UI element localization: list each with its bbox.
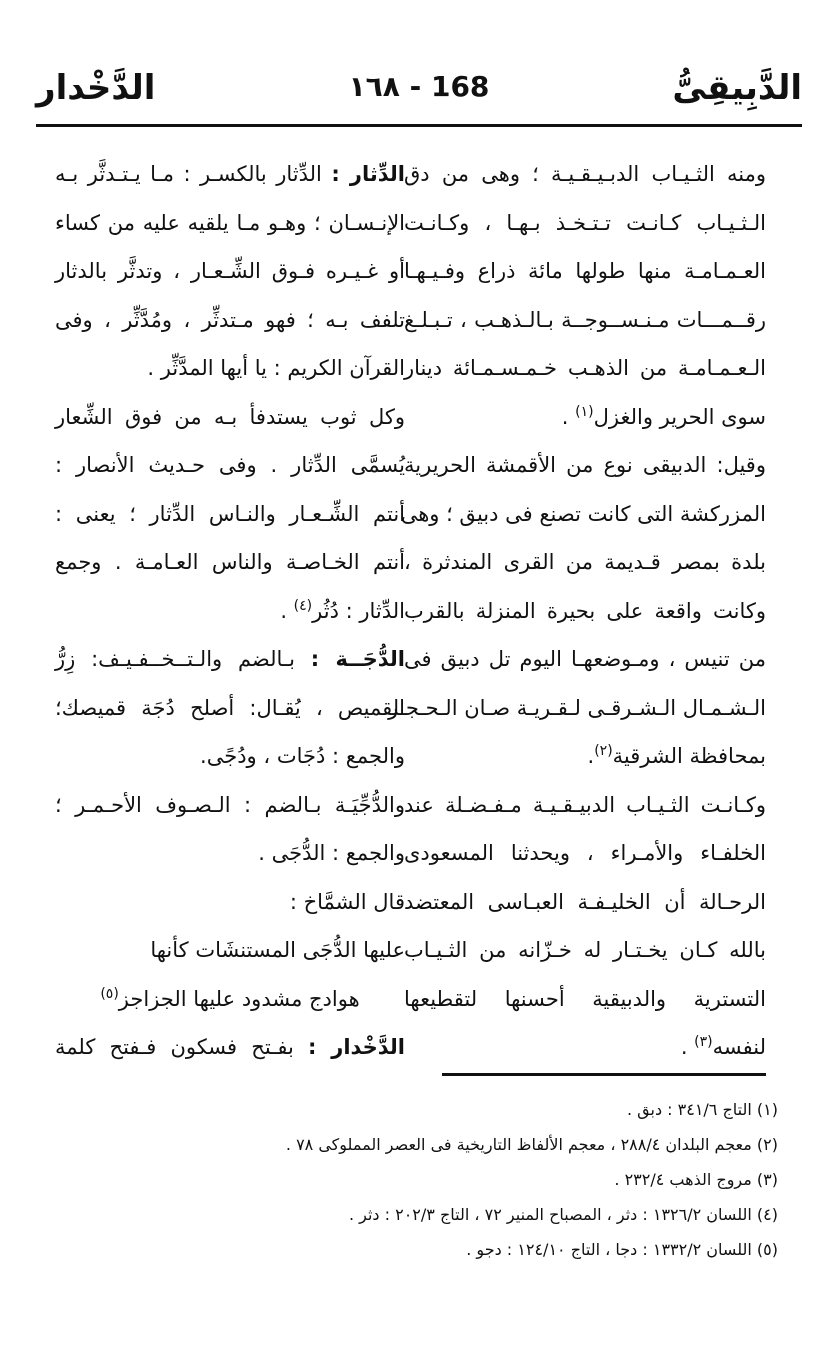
line-text: لنفسه bbox=[712, 1035, 766, 1059]
line-punctuation: . bbox=[561, 404, 576, 429]
line-text: أو غـيـره فـوق الشِّـعـار ، وتدثَّر بالدثار bbox=[55, 259, 405, 283]
text-line bbox=[404, 150, 766, 199]
text-line bbox=[55, 635, 405, 684]
text-line bbox=[55, 150, 405, 199]
footnote: (٤) اللسان ١٣٢٦/٢ : دثر ، المصباح المنير ٧٢ ، التاج ٢٠٢/٣ : دثر . bbox=[348, 1205, 778, 1224]
footnotes-block bbox=[38, 1092, 778, 1267]
line-text: التسترية والدبيقية أحسنها لتقطيعها bbox=[404, 986, 766, 1011]
text-line bbox=[404, 344, 766, 393]
text-line bbox=[404, 781, 766, 830]
line-text: المزركشة التى كانت تصنع فى دبيق ؛ وهى bbox=[400, 501, 766, 526]
line-text: من تنيس ، ومـوضعهـا اليوم تل دبيق فى bbox=[404, 647, 766, 671]
line-text: والجمع : دُجَات ، ودُجًى. bbox=[200, 744, 405, 768]
line-text: بالله كـان يخـتـار له خـزّانه من الثـيـاب bbox=[404, 938, 766, 962]
line-text: العـمـامـة منها طولها مائة ذراع وفـيـهـا bbox=[404, 259, 766, 283]
text-line bbox=[55, 490, 405, 539]
text-line bbox=[404, 538, 766, 587]
text-line bbox=[404, 247, 766, 296]
text-line bbox=[404, 393, 766, 442]
footnote-marker: (٣) bbox=[694, 1034, 713, 1050]
line-text: وقيل: الدبيقى نوع من الأقمشة الحريرية bbox=[404, 453, 766, 477]
page-number: ١٦٨ - 168 bbox=[348, 70, 490, 103]
text-line bbox=[55, 1023, 405, 1072]
page-header bbox=[36, 68, 802, 112]
line-text: والدُّجِّيَـة بـالضم : الـصـوف الأحـمـر ؛ bbox=[55, 792, 405, 817]
left-text-column bbox=[55, 150, 405, 1072]
line-text: القميص ، يُقـال: أصلح دُجَة قميصك؛ bbox=[55, 695, 405, 720]
line-text: الدِّثار بالكسـر : مـا يـتـدثَّر بـه bbox=[55, 162, 332, 186]
line-text: والجمع : الدُّجَى . bbox=[258, 841, 405, 865]
footnote-marker: (٤) bbox=[293, 597, 313, 614]
line-text: وكل ثوب يستدفأ بـه من فوق الشِّعار bbox=[55, 404, 405, 429]
line-text: وكـانـت الثـيـاب الدبيـقـيـة مـفـضـلة عند bbox=[404, 792, 766, 817]
line-text: الرحـالة أن الخليـفـة العبـاسى المعتضد bbox=[404, 889, 766, 914]
footnote-marker: (٢) bbox=[594, 743, 613, 759]
text-line bbox=[55, 684, 405, 733]
entry-term: الدِّثار : bbox=[331, 162, 405, 186]
line-text: رقــمـــات مـنـســوجــة بـالـذهـب ، تـبـلـغ bbox=[404, 307, 766, 332]
line-text: بـالضم والـتــخــفـيـف: زِرُّ bbox=[55, 647, 311, 671]
header-rule bbox=[36, 124, 802, 127]
entry-term: الدُّجَــة : bbox=[310, 647, 405, 671]
entry-term: الدَّخْدار : bbox=[308, 1035, 405, 1059]
text-line bbox=[55, 587, 405, 636]
line-text: أنتم الخـاصـة والناس العـامـة . وجمع bbox=[55, 550, 405, 574]
text-line bbox=[404, 1023, 766, 1072]
line-text: يُسمَّى الدِّثار . وفى حـديث الأنصار : bbox=[55, 453, 405, 477]
running-head-right: الدَّبِيقِىُّ bbox=[672, 68, 802, 108]
text-line bbox=[404, 635, 766, 684]
line-text: الـعـمـامـة من الذهـب خـمـسـمـائة دينار bbox=[404, 356, 766, 380]
text-line bbox=[55, 975, 405, 1024]
line-text: بلدة بمصر قـديمة من القرى المندثرة ، bbox=[404, 550, 766, 574]
right-text-column bbox=[388, 150, 766, 1072]
line-text: القرآن الكريم : يا أيها المدَّثِّر . bbox=[147, 356, 405, 380]
text-line bbox=[404, 441, 766, 490]
text-line bbox=[55, 926, 405, 975]
text-line bbox=[55, 247, 405, 296]
text-line bbox=[55, 732, 405, 781]
line-text: تلفف بـه ؛ فهو مـتدثِّر ، ومُدَّثِّر ، وفى bbox=[55, 307, 405, 332]
text-line bbox=[404, 878, 766, 927]
footnote-marker: (١) bbox=[575, 403, 594, 420]
text-line bbox=[55, 344, 405, 393]
text-line bbox=[404, 732, 766, 781]
text-line bbox=[55, 441, 405, 490]
line-text: هوادج مشدود عليها الجزاجز bbox=[118, 986, 360, 1011]
footnote-marker: (٥) bbox=[100, 985, 119, 1002]
text-line bbox=[388, 684, 766, 733]
line-text: الـشـمـال الـشـرقـى لـقـريـة صـان الـحـجـر bbox=[388, 695, 766, 720]
line-text: وكانت واقعة على بحيرة المنزلة بالقرب bbox=[404, 598, 766, 623]
text-line bbox=[400, 490, 766, 539]
footnote: (٢) معجم البلدان ٢٨٨/٤ ، معجم الألفاظ التاريخية فى العصر المملوكى ٧٨ . bbox=[285, 1135, 778, 1154]
text-line bbox=[404, 975, 766, 1024]
text-line bbox=[55, 829, 405, 878]
line-text: ومنه الثـيـاب الدبـيـقـيـة ؛ وهى من دق bbox=[404, 162, 766, 186]
running-head-left: الدَّخْدار bbox=[36, 68, 156, 108]
text-line bbox=[55, 878, 405, 927]
line-text: الـثـيـاب كـانـت تـتـخـذ بـهـا ، وكـانـت bbox=[404, 210, 766, 235]
text-line bbox=[404, 926, 766, 975]
line-punctuation: . bbox=[587, 744, 595, 768]
text-line bbox=[404, 587, 766, 636]
footnote: (٣) مروج الذهب ٢٣٢/٤ . bbox=[614, 1170, 778, 1189]
line-text: أنتم الشِّـعـار والنـاس الدِّثار ؛ يعنى : bbox=[55, 501, 405, 526]
footnote: (١) التاج ٣٤١/٦ : دبق . bbox=[626, 1100, 778, 1119]
text-line bbox=[404, 199, 766, 248]
text-line bbox=[55, 781, 405, 830]
line-text: الخلفـاء والأمـراء ، ويحدثنا المسعودى bbox=[404, 841, 766, 865]
text-line bbox=[55, 538, 405, 587]
line-text: بمحافظة الشرقية bbox=[612, 744, 766, 768]
text-line bbox=[55, 393, 405, 442]
text-line bbox=[404, 829, 766, 878]
line-text: بفـتح فسكون فـفتح كلمة bbox=[55, 1035, 308, 1059]
footnote: (٥) اللسان ١٣٣٢/٢ : دجا ، التاج ١٢٤/١٠ : دجو . bbox=[466, 1240, 778, 1259]
text-line bbox=[55, 199, 405, 248]
line-text: قال الشمَّاخ : bbox=[289, 889, 405, 914]
line-text: الدِّثار : دُثُر bbox=[312, 598, 405, 623]
line-punctuation: . bbox=[280, 598, 294, 623]
line-punctuation: . bbox=[680, 1035, 695, 1059]
line-text: سوى الحرير والغزل bbox=[593, 404, 766, 429]
line-text: الإنـسـان ؛ وهـو مـا يلقيه عليه من كساء bbox=[55, 210, 405, 235]
footnote-rule bbox=[442, 1073, 766, 1076]
text-line bbox=[404, 296, 766, 345]
text-line bbox=[55, 296, 405, 345]
line-text: عليها الدُّجَى المستنشَات كأنها bbox=[150, 938, 405, 962]
